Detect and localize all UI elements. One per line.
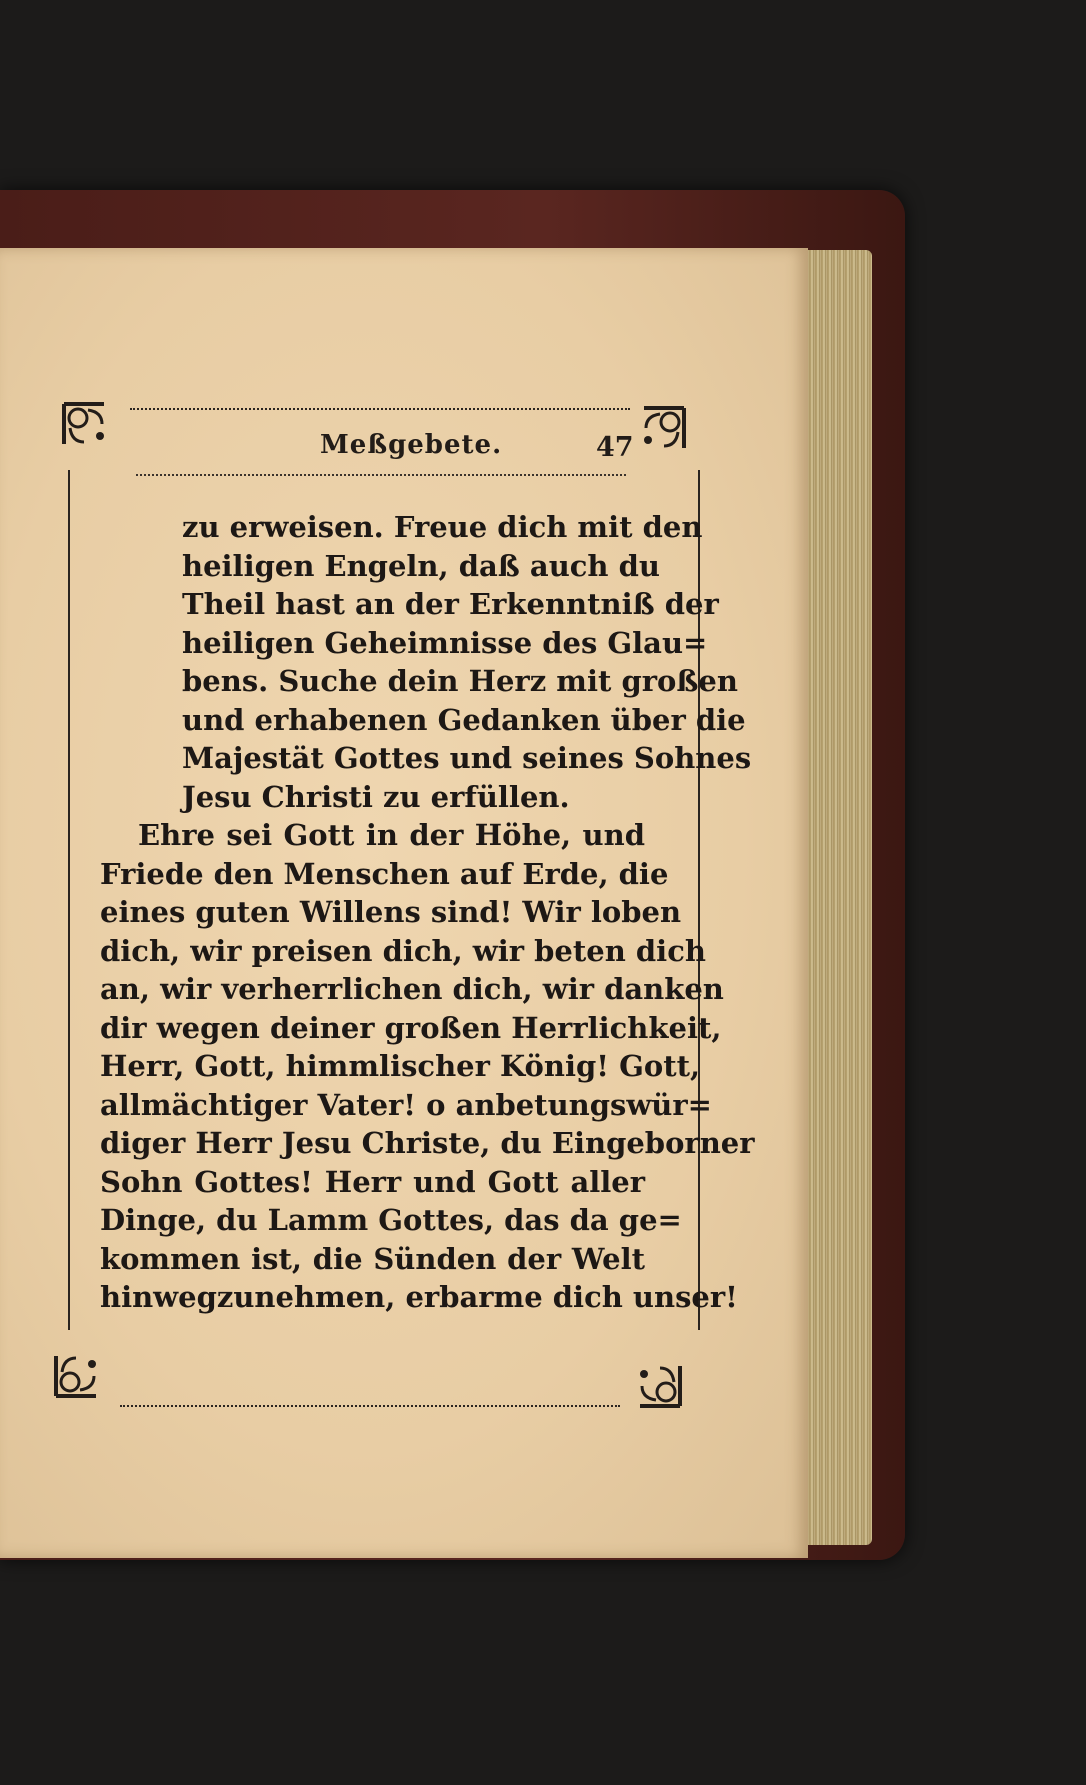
- frame-left-border: [68, 470, 86, 1330]
- text-line: eines guten Willens sind! Wir loben: [100, 895, 682, 929]
- text-line: diger Herr Jesu Christe, du Eingeborner: [100, 1126, 755, 1160]
- text-line: an, wir verherrlichen dich, wir danken: [100, 972, 724, 1006]
- text-line: kommen ist, die Sünden der Welt: [100, 1241, 645, 1276]
- text-line: Majestät Gottes und seines Sohnes: [182, 741, 752, 775]
- page-body-text: [100, 508, 755, 1317]
- running-head: Meßgebete.: [320, 430, 503, 460]
- frame-bottom-border: [120, 1405, 620, 1409]
- corner-ornament-top-right-icon: [624, 404, 688, 468]
- corner-ornament-bottom-right-icon: [620, 1346, 684, 1410]
- header-rule: [136, 474, 626, 476]
- text-line: und erhabenen Gedanken über die: [182, 702, 746, 737]
- text-line: Theil hast an der Erkenntniß der: [182, 587, 719, 621]
- text-line: Jesu Christi zu erfüllen.: [182, 779, 570, 814]
- text-line: heiligen Geheimnisse des Glau=: [182, 625, 708, 660]
- corner-ornament-top-left-icon: [60, 400, 124, 464]
- text-line: dich, wir preisen dich, wir beten dich: [100, 933, 706, 968]
- text-line: Dinge, du Lamm Gottes, das da ge=: [100, 1203, 682, 1237]
- text-line: allmächtiger Vater! o anbetungswür=: [100, 1087, 712, 1122]
- text-line: Ehre sei Gott in der Höhe, und: [138, 818, 645, 852]
- corner-ornament-bottom-left-icon: [52, 1336, 116, 1400]
- text-line: Sohn Gottes! Herr und Gott aller: [100, 1164, 645, 1199]
- frame-top-border: [130, 408, 630, 412]
- text-line: Friede den Menschen auf Erde, die: [100, 856, 669, 891]
- text-line: dir wegen deiner großen Herrlichkeit,: [100, 1010, 722, 1045]
- text-line: bens. Suche dein Herz mit großen: [182, 664, 738, 698]
- text-line: zu erweisen. Freue dich mit den: [182, 510, 703, 544]
- page-number: 47: [596, 432, 634, 463]
- text-line: Herr, Gott, himmlischer König! Gott,: [100, 1049, 701, 1083]
- text-line: hinwegzunehmen, erbarme dich unser!: [100, 1280, 738, 1314]
- text-line: heiligen Engeln, daß auch du: [182, 548, 660, 583]
